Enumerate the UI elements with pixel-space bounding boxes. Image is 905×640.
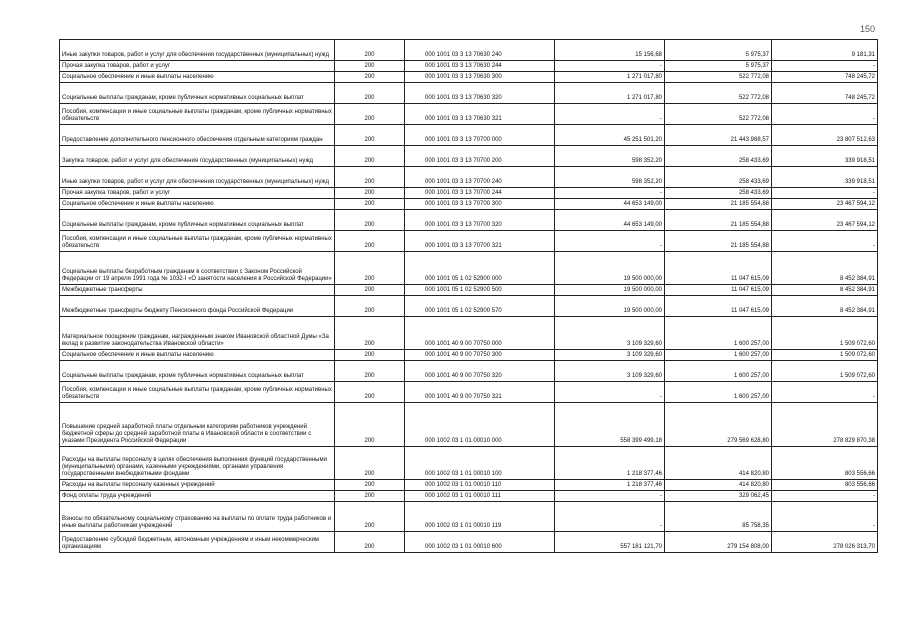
- row-admin-code: 200: [335, 317, 405, 350]
- table-row: [60, 210, 878, 231]
- row-executed-amount: 5 975,37: [665, 40, 772, 61]
- row-name: Социальное обеспечение и иные выплаты населению: [60, 350, 335, 361]
- row-unexecuted-amount: 339 918,51: [772, 167, 878, 188]
- row-executed-amount: 258 433,69: [665, 188, 772, 199]
- row-unexecuted-amount: 23 807 512,63: [772, 125, 878, 146]
- row-executed-amount: 258 433,69: [665, 167, 772, 188]
- row-budget-code: 000 1002 03 1 01 00010 110: [405, 480, 555, 491]
- row-approved-amount: 1 218 377,46: [555, 480, 665, 491]
- row-executed-amount: 5 975,37: [665, 61, 772, 72]
- table-row: [60, 83, 878, 104]
- row-approved-amount: -: [555, 491, 665, 502]
- row-executed-amount: 279 154 808,00: [665, 532, 772, 553]
- table-row: [60, 403, 878, 447]
- table-row: [60, 350, 878, 361]
- row-name: Материальное поощрение гражданам, награжденным знаком Ивановской областной Думы «За вклад в развитие законодательства Ивановской области»: [60, 317, 335, 350]
- table-row: [60, 167, 878, 188]
- table-row: [60, 61, 878, 72]
- row-admin-code: 200: [335, 502, 405, 532]
- row-approved-amount: 598 352,20: [555, 146, 665, 167]
- row-approved-amount: -: [555, 231, 665, 252]
- row-admin-code: 200: [335, 480, 405, 491]
- row-executed-amount: 522 772,08: [665, 104, 772, 125]
- row-unexecuted-amount: 23 467 594,12: [772, 210, 878, 231]
- row-name: Прочая закупка товаров, работ и услуг: [60, 188, 335, 199]
- row-budget-code: 000 1001 40 9 00 70750 300: [405, 350, 555, 361]
- row-executed-amount: 21 443 988,57: [665, 125, 772, 146]
- row-executed-amount: 414 820,80: [665, 480, 772, 491]
- row-unexecuted-amount: 748 245,72: [772, 72, 878, 83]
- row-budget-code: 000 1001 40 9 00 70750 320: [405, 361, 555, 382]
- table-row: [60, 285, 878, 296]
- row-executed-amount: 11 047 615,09: [665, 285, 772, 296]
- table-row: [60, 252, 878, 285]
- row-name: Пособия, компенсации и иные социальные выплаты гражданам, кроме публичных нормативных обязательств: [60, 231, 335, 252]
- row-budget-code: 000 1001 03 3 13 70630 240: [405, 40, 555, 61]
- row-approved-amount: -: [555, 61, 665, 72]
- table-row: [60, 491, 878, 502]
- row-unexecuted-amount: 339 918,51: [772, 146, 878, 167]
- table-row: [60, 199, 878, 210]
- row-unexecuted-amount: 278 829 870,38: [772, 403, 878, 447]
- row-name: Предоставление субсидий бюджетным, автономным учреждениям и иным некоммерческим организациям: [60, 532, 335, 553]
- row-unexecuted-amount: 1 509 072,60: [772, 317, 878, 350]
- row-approved-amount: -: [555, 502, 665, 532]
- row-budget-code: 000 1001 03 3 13 70700 321: [405, 231, 555, 252]
- row-budget-code: 000 1001 05 1 02 52900 000: [405, 252, 555, 285]
- row-admin-code: 200: [335, 361, 405, 382]
- row-executed-amount: 85 758,35: [665, 502, 772, 532]
- row-admin-code: 200: [335, 210, 405, 231]
- table-row: [60, 188, 878, 199]
- row-admin-code: 200: [335, 252, 405, 285]
- row-executed-amount: 21 185 554,88: [665, 210, 772, 231]
- row-name: Социальное обеспечение и иные выплаты населению: [60, 199, 335, 210]
- table-row: [60, 532, 878, 553]
- row-approved-amount: 44 653 149,00: [555, 199, 665, 210]
- row-admin-code: 200: [335, 167, 405, 188]
- row-name: Взносы по обязательному социальному страхованию на выплаты по оплате труда работников и иные выплаты работникам учреждений: [60, 502, 335, 532]
- row-admin-code: 200: [335, 72, 405, 83]
- row-approved-amount: 19 500 000,00: [555, 252, 665, 285]
- row-name: Фонд оплаты труда учреждений: [60, 491, 335, 502]
- row-unexecuted-amount: 8 452 384,91: [772, 296, 878, 317]
- row-approved-amount: 558 399 499,18: [555, 403, 665, 447]
- row-admin-code: 200: [335, 532, 405, 553]
- row-budget-code: 000 1001 03 3 13 70630 300: [405, 72, 555, 83]
- row-admin-code: 200: [335, 125, 405, 146]
- table-row: [60, 317, 878, 350]
- row-name: Социальные выплаты безработным гражданам в соответствии с Законом Российской Федерации от 19 апреля 1991 года № 1032-I «О занятости населения в Российской Федерации»: [60, 252, 335, 285]
- row-executed-amount: 414 820,80: [665, 447, 772, 480]
- row-unexecuted-amount: 8 452 384,91: [772, 285, 878, 296]
- row-unexecuted-amount: 748 245,72: [772, 83, 878, 104]
- row-budget-code: 000 1001 05 1 02 52900 570: [405, 296, 555, 317]
- row-admin-code: 200: [335, 61, 405, 72]
- row-executed-amount: 522 772,08: [665, 83, 772, 104]
- row-approved-amount: 15 156,68: [555, 40, 665, 61]
- row-admin-code: 200: [335, 146, 405, 167]
- row-admin-code: 200: [335, 188, 405, 199]
- row-unexecuted-amount: -: [772, 382, 878, 403]
- row-executed-amount: 21 185 554,88: [665, 199, 772, 210]
- row-name: Иные закупки товаров, работ и услуг для обеспечения государственных (муниципальных) нужд: [60, 40, 335, 61]
- table-row: [60, 40, 878, 61]
- row-admin-code: 200: [335, 40, 405, 61]
- row-executed-amount: 258 433,69: [665, 146, 772, 167]
- table-row: [60, 361, 878, 382]
- table-row: [60, 231, 878, 252]
- row-name: Прочая закупка товаров, работ и услуг: [60, 61, 335, 72]
- row-executed-amount: 1 600 257,00: [665, 361, 772, 382]
- row-admin-code: 200: [335, 350, 405, 361]
- row-unexecuted-amount: 23 467 594,12: [772, 199, 878, 210]
- row-executed-amount: 21 185 554,88: [665, 231, 772, 252]
- row-budget-code: 000 1001 03 3 13 70700 244: [405, 188, 555, 199]
- row-executed-amount: 1 600 257,00: [665, 382, 772, 403]
- row-name: Пособия, компенсации и иные социальные выплаты гражданам, кроме публичных нормативных обязательств: [60, 104, 335, 125]
- table-row: [60, 296, 878, 317]
- row-budget-code: 000 1001 40 9 00 70750 321: [405, 382, 555, 403]
- row-name: Социальные выплаты гражданам, кроме публичных нормативных социальных выплат: [60, 83, 335, 104]
- row-budget-code: 000 1001 03 3 13 70630 244: [405, 61, 555, 72]
- row-budget-code: 000 1001 03 3 13 70700 000: [405, 125, 555, 146]
- row-unexecuted-amount: 1 509 072,60: [772, 350, 878, 361]
- row-budget-code: 000 1002 03 1 01 00010 000: [405, 403, 555, 447]
- row-budget-code: 000 1001 03 3 13 70700 200: [405, 146, 555, 167]
- row-unexecuted-amount: -: [772, 104, 878, 125]
- row-name: Межбюджетные трансферты бюджету Пенсионного фонда Российской Федерации: [60, 296, 335, 317]
- row-admin-code: 200: [335, 285, 405, 296]
- table-row: [60, 72, 878, 83]
- row-approved-amount: 3 109 329,60: [555, 361, 665, 382]
- row-unexecuted-amount: 1 509 072,60: [772, 361, 878, 382]
- row-budget-code: 000 1002 03 1 01 00010 111: [405, 491, 555, 502]
- row-executed-amount: 522 772,08: [665, 72, 772, 83]
- row-unexecuted-amount: 278 026 313,70: [772, 532, 878, 553]
- row-approved-amount: 3 109 329,60: [555, 350, 665, 361]
- table-row: [60, 447, 878, 480]
- row-budget-code: 000 1002 03 1 01 00010 119: [405, 502, 555, 532]
- row-budget-code: 000 1001 03 3 13 70630 320: [405, 83, 555, 104]
- table-row: [60, 480, 878, 491]
- row-budget-code: 000 1001 05 1 02 52900 500: [405, 285, 555, 296]
- row-unexecuted-amount: -: [772, 188, 878, 199]
- row-admin-code: 200: [335, 83, 405, 104]
- row-approved-amount: 45 251 501,20: [555, 125, 665, 146]
- row-budget-code: 000 1002 03 1 01 00010 600: [405, 532, 555, 553]
- page-number: 150: [860, 24, 876, 34]
- row-admin-code: 200: [335, 447, 405, 480]
- row-unexecuted-amount: 803 556,66: [772, 480, 878, 491]
- row-admin-code: 200: [335, 403, 405, 447]
- row-name: Расходы на выплаты персоналу в целях обеспечения выполнения функций государственными (муниципальными) органами, казенными учреждениями, органами управления государственными внебюджетными фондами: [60, 447, 335, 480]
- row-approved-amount: 44 653 149,00: [555, 210, 665, 231]
- row-budget-code: 000 1001 40 9 00 70750 000: [405, 317, 555, 350]
- row-name: Пособия, компенсации и иные социальные выплаты гражданам, кроме публичных нормативных обязательств: [60, 382, 335, 403]
- row-unexecuted-amount: -: [772, 502, 878, 532]
- row-approved-amount: 557 181 121,70: [555, 532, 665, 553]
- row-name: Социальные выплаты гражданам, кроме публичных нормативных социальных выплат: [60, 210, 335, 231]
- budget-execution-table: [59, 39, 878, 553]
- row-approved-amount: 1 218 377,46: [555, 447, 665, 480]
- row-approved-amount: 19 500 000,00: [555, 285, 665, 296]
- row-approved-amount: 1 271 017,80: [555, 83, 665, 104]
- row-name: Повышение средней заработной платы отдельным категориям работников учреждений бюджетной сферы до средней заработной платы в Ивановской области в соответствии с указами Президента Российской Федерации: [60, 403, 335, 447]
- row-name: Межбюджетные трансферты: [60, 285, 335, 296]
- table-row: [60, 125, 878, 146]
- row-executed-amount: 1 600 257,00: [665, 317, 772, 350]
- row-admin-code: 200: [335, 491, 405, 502]
- row-admin-code: 200: [335, 199, 405, 210]
- row-budget-code: 000 1001 03 3 13 70700 300: [405, 199, 555, 210]
- row-unexecuted-amount: -: [772, 491, 878, 502]
- row-executed-amount: 329 062,45: [665, 491, 772, 502]
- row-name: Социальные выплаты гражданам, кроме публичных нормативных социальных выплат: [60, 361, 335, 382]
- row-approved-amount: 3 109 329,60: [555, 317, 665, 350]
- row-budget-code: 000 1001 03 3 13 70700 240: [405, 167, 555, 188]
- row-approved-amount: 598 352,20: [555, 167, 665, 188]
- row-approved-amount: -: [555, 188, 665, 199]
- row-name: Предоставление дополнительного пенсионного обеспечения отдельным категориям граждан: [60, 125, 335, 146]
- row-approved-amount: 1 271 017,80: [555, 72, 665, 83]
- row-executed-amount: 1 600 257,00: [665, 350, 772, 361]
- row-unexecuted-amount: -: [772, 61, 878, 72]
- row-admin-code: 200: [335, 296, 405, 317]
- table-row: [60, 146, 878, 167]
- row-budget-code: 000 1001 03 3 13 70630 321: [405, 104, 555, 125]
- table-row: [60, 502, 878, 532]
- row-admin-code: 200: [335, 231, 405, 252]
- row-executed-amount: 11 047 615,09: [665, 252, 772, 285]
- row-name: Иные закупки товаров, работ и услуг для обеспечения государственных (муниципальных) нужд: [60, 167, 335, 188]
- row-admin-code: 200: [335, 382, 405, 403]
- row-budget-code: 000 1001 03 3 13 70700 320: [405, 210, 555, 231]
- table-row: [60, 104, 878, 125]
- row-admin-code: 200: [335, 104, 405, 125]
- row-name: Социальное обеспечение и иные выплаты населению: [60, 72, 335, 83]
- row-name: Закупка товаров, работ и услуг для обеспечения государственных (муниципальных) нужд: [60, 146, 335, 167]
- row-approved-amount: 19 500 000,00: [555, 296, 665, 317]
- row-unexecuted-amount: 9 181,31: [772, 40, 878, 61]
- row-approved-amount: -: [555, 104, 665, 125]
- row-name: Расходы на выплаты персоналу казенных учреждений: [60, 480, 335, 491]
- row-approved-amount: -: [555, 382, 665, 403]
- row-unexecuted-amount: 8 452 384,91: [772, 252, 878, 285]
- row-executed-amount: 11 047 615,09: [665, 296, 772, 317]
- row-unexecuted-amount: -: [772, 231, 878, 252]
- row-budget-code: 000 1002 03 1 01 00010 100: [405, 447, 555, 480]
- table-row: [60, 382, 878, 403]
- row-unexecuted-amount: 803 556,66: [772, 447, 878, 480]
- row-executed-amount: 279 569 628,80: [665, 403, 772, 447]
